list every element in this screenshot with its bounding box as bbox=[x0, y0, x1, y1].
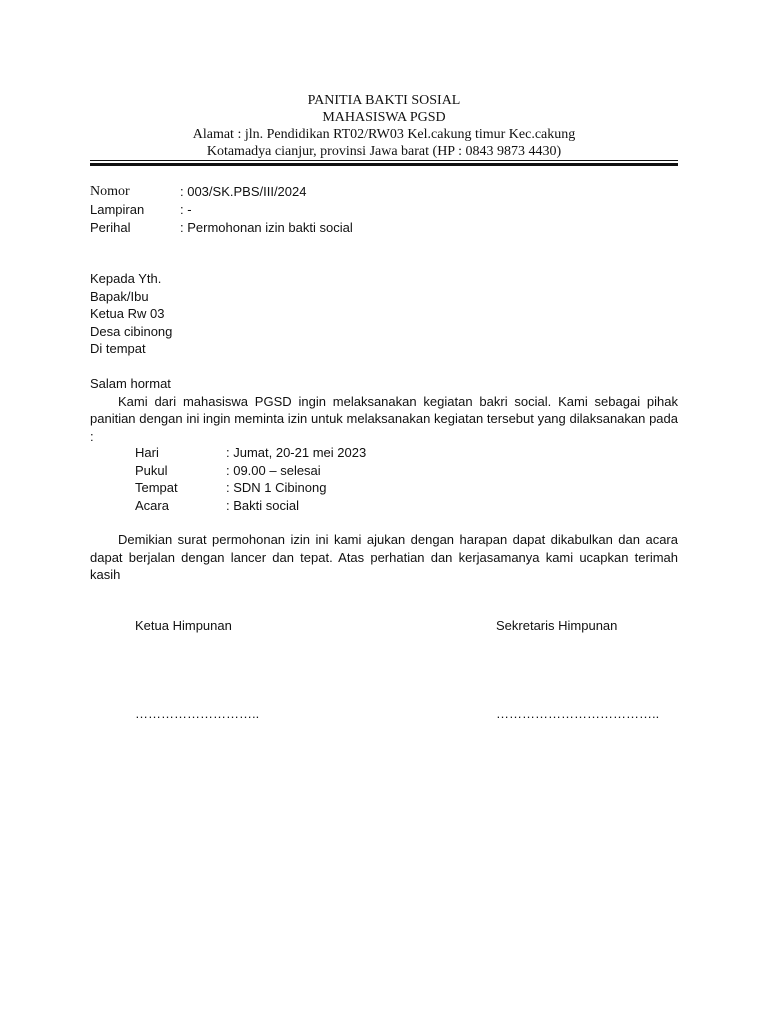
recipient-block bbox=[90, 270, 172, 358]
letter-body bbox=[90, 375, 678, 445]
event-details bbox=[135, 444, 535, 514]
opening-paragraph: Kami dari mahasiswa PGSD ingin melaksanakan kegiatan bakri social. Kami sebagai pihak panitian dengan ini ingin meminta izin untuk melaksanakan kegiatan tersebut yang dilaksanakan pada : bbox=[90, 393, 678, 444]
meta-row-perihal bbox=[90, 219, 678, 237]
lampiran-value: : - bbox=[180, 202, 192, 217]
recipient-salutation: Kepada Yth. bbox=[90, 271, 162, 286]
nomor-label: Nomor bbox=[90, 184, 130, 199]
signature-title-secretary: Sekretaris Himpunan bbox=[496, 618, 618, 633]
lampiran-label: Lampiran bbox=[90, 202, 145, 217]
recipient-village: Desa cibinong bbox=[90, 323, 173, 339]
recipient-place: Di tempat bbox=[90, 341, 146, 356]
address-line: Alamat : jln. Pendidikan RT02/RW03 Kel.cakung timur Kec.cakung bbox=[192, 127, 576, 142]
tempat-label: Tempat bbox=[135, 480, 178, 495]
recipient-position: Ketua Rw 03 bbox=[90, 306, 165, 321]
signature-line-secretary: ……………………………….. bbox=[496, 706, 660, 721]
detail-row-pukul bbox=[135, 462, 535, 480]
meta-row-nomor bbox=[90, 183, 678, 201]
letterhead-divider-thick bbox=[90, 163, 678, 166]
recipient-title: Bapak/Ibu bbox=[90, 288, 149, 304]
perihal-label: Perihal bbox=[90, 220, 131, 235]
detail-row-hari bbox=[135, 444, 535, 462]
pukul-value: : 09.00 – selesai bbox=[226, 462, 321, 478]
hari-label: Hari bbox=[135, 445, 159, 460]
address-contact-line: Kotamadya cianjur, provinsi Jawa barat (HP : 0843 9873 4430) bbox=[206, 144, 562, 159]
acara-label: Acara bbox=[135, 497, 169, 513]
letterhead bbox=[90, 92, 678, 160]
pukul-label: Pukul bbox=[135, 462, 168, 478]
nomor-value: : 003/SK.PBS/III/2024 bbox=[180, 184, 307, 199]
detail-row-acara bbox=[135, 497, 535, 515]
acara-value: : Bakti social bbox=[226, 497, 299, 513]
committee-name: PANITIA BAKTI SOSIAL bbox=[307, 93, 461, 108]
meta-row-lampiran bbox=[90, 201, 678, 219]
greeting: Salam hormat bbox=[90, 376, 171, 391]
letterhead-divider-thin bbox=[90, 160, 678, 161]
organization-name: MAHASISWA PGSD bbox=[322, 110, 446, 125]
letter-meta bbox=[90, 183, 678, 237]
tempat-value: : SDN 1 Cibinong bbox=[226, 480, 327, 495]
hari-value: : Jumat, 20-21 mei 2023 bbox=[226, 445, 367, 460]
closing-paragraph: Demikian surat permohonan izin ini kami ajukan dengan harapan dapat dikabulkan dan acara dapat berjalan dengan lancer dan tepat. Atas perhatian dan kerjasamanya kami ucapkan terimah kasih bbox=[90, 532, 678, 582]
signature-line-chair: ……………………….. bbox=[135, 706, 260, 721]
signature-title-chair: Ketua Himpunan bbox=[135, 618, 232, 633]
detail-row-tempat bbox=[135, 479, 535, 497]
perihal-value: : Permohonan izin bakti social bbox=[180, 220, 353, 235]
